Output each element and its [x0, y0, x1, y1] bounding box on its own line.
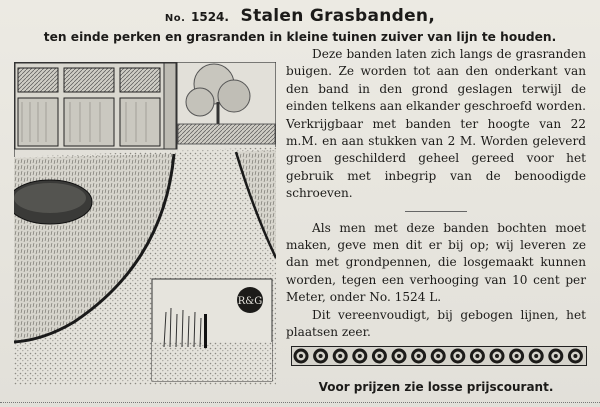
description-paragraph-3: Dit vereenvoudigt, bij gebogen lijnen, het plaatsen zeer.: [286, 307, 586, 340]
page-title: Stalen Grasbanden,: [240, 6, 436, 26]
item-number: 1524.: [191, 10, 229, 24]
ornament-roundel-dot: [397, 354, 401, 358]
description-column: [286, 46, 586, 342]
ornament-roundel-dot: [319, 354, 323, 358]
page-header: [0, 6, 600, 26]
house-facade: [15, 63, 177, 149]
ornament-roundel-dot: [573, 354, 577, 358]
ornament-roundel-dot: [495, 354, 499, 358]
subtitle: ten einde perken en grasranden in kleine tuinen zuiver van lijn te houden.: [43, 30, 557, 44]
ornament-roundel-dot: [358, 354, 362, 358]
ornament-roundel-dot: [554, 354, 558, 358]
decorative-border-strip: [291, 346, 587, 366]
ornament-roundel-dot: [299, 354, 303, 358]
ornament-roundel-dot: [338, 354, 342, 358]
section-divider: [405, 211, 467, 212]
bottom-divider: [0, 402, 600, 403]
item-number-label: No.: [164, 13, 186, 24]
ornament-roundel-dot: [436, 354, 440, 358]
ornament-roundel-dot: [456, 354, 460, 358]
ornament-roundel-dot: [417, 354, 421, 358]
ornament-roundel-dot: [475, 354, 479, 358]
ornament-roundel-dot: [515, 354, 519, 358]
ornament-roundel-dot: [377, 354, 381, 358]
description-paragraph-1: Deze banden laten zich langs de grasranden buigen. Ze worden tot aan den onderkant van den band in den grond geslagen terwijl de einden telkens aan elkander geschroefd worden. Verkrijgbaar met banden ter hoogte van 22 m.M. en aan stukken van 2 M. Worden geleverd groen geschilderd geheel gereed voor het gebruik met inbegrip van de benoodigde schroeven.: [286, 47, 586, 201]
inset-detail: [152, 279, 272, 381]
ornament-roundel-dot: [534, 354, 538, 358]
fence: [178, 124, 275, 144]
garden-illustration: [14, 62, 276, 385]
inset-monogram: R&G: [237, 296, 263, 307]
price-reference: Voor prijzen zie losse prijscourant.: [318, 380, 554, 394]
description-paragraph-2: Als men met deze banden bochten moet maken, geve men dit er bij op; wij leveren ze dan met grondpennen, die losgemaakt kunnen worden, tegen een verhooging van 10 cent per Meter, onder No. 1524 L.: [286, 220, 586, 305]
